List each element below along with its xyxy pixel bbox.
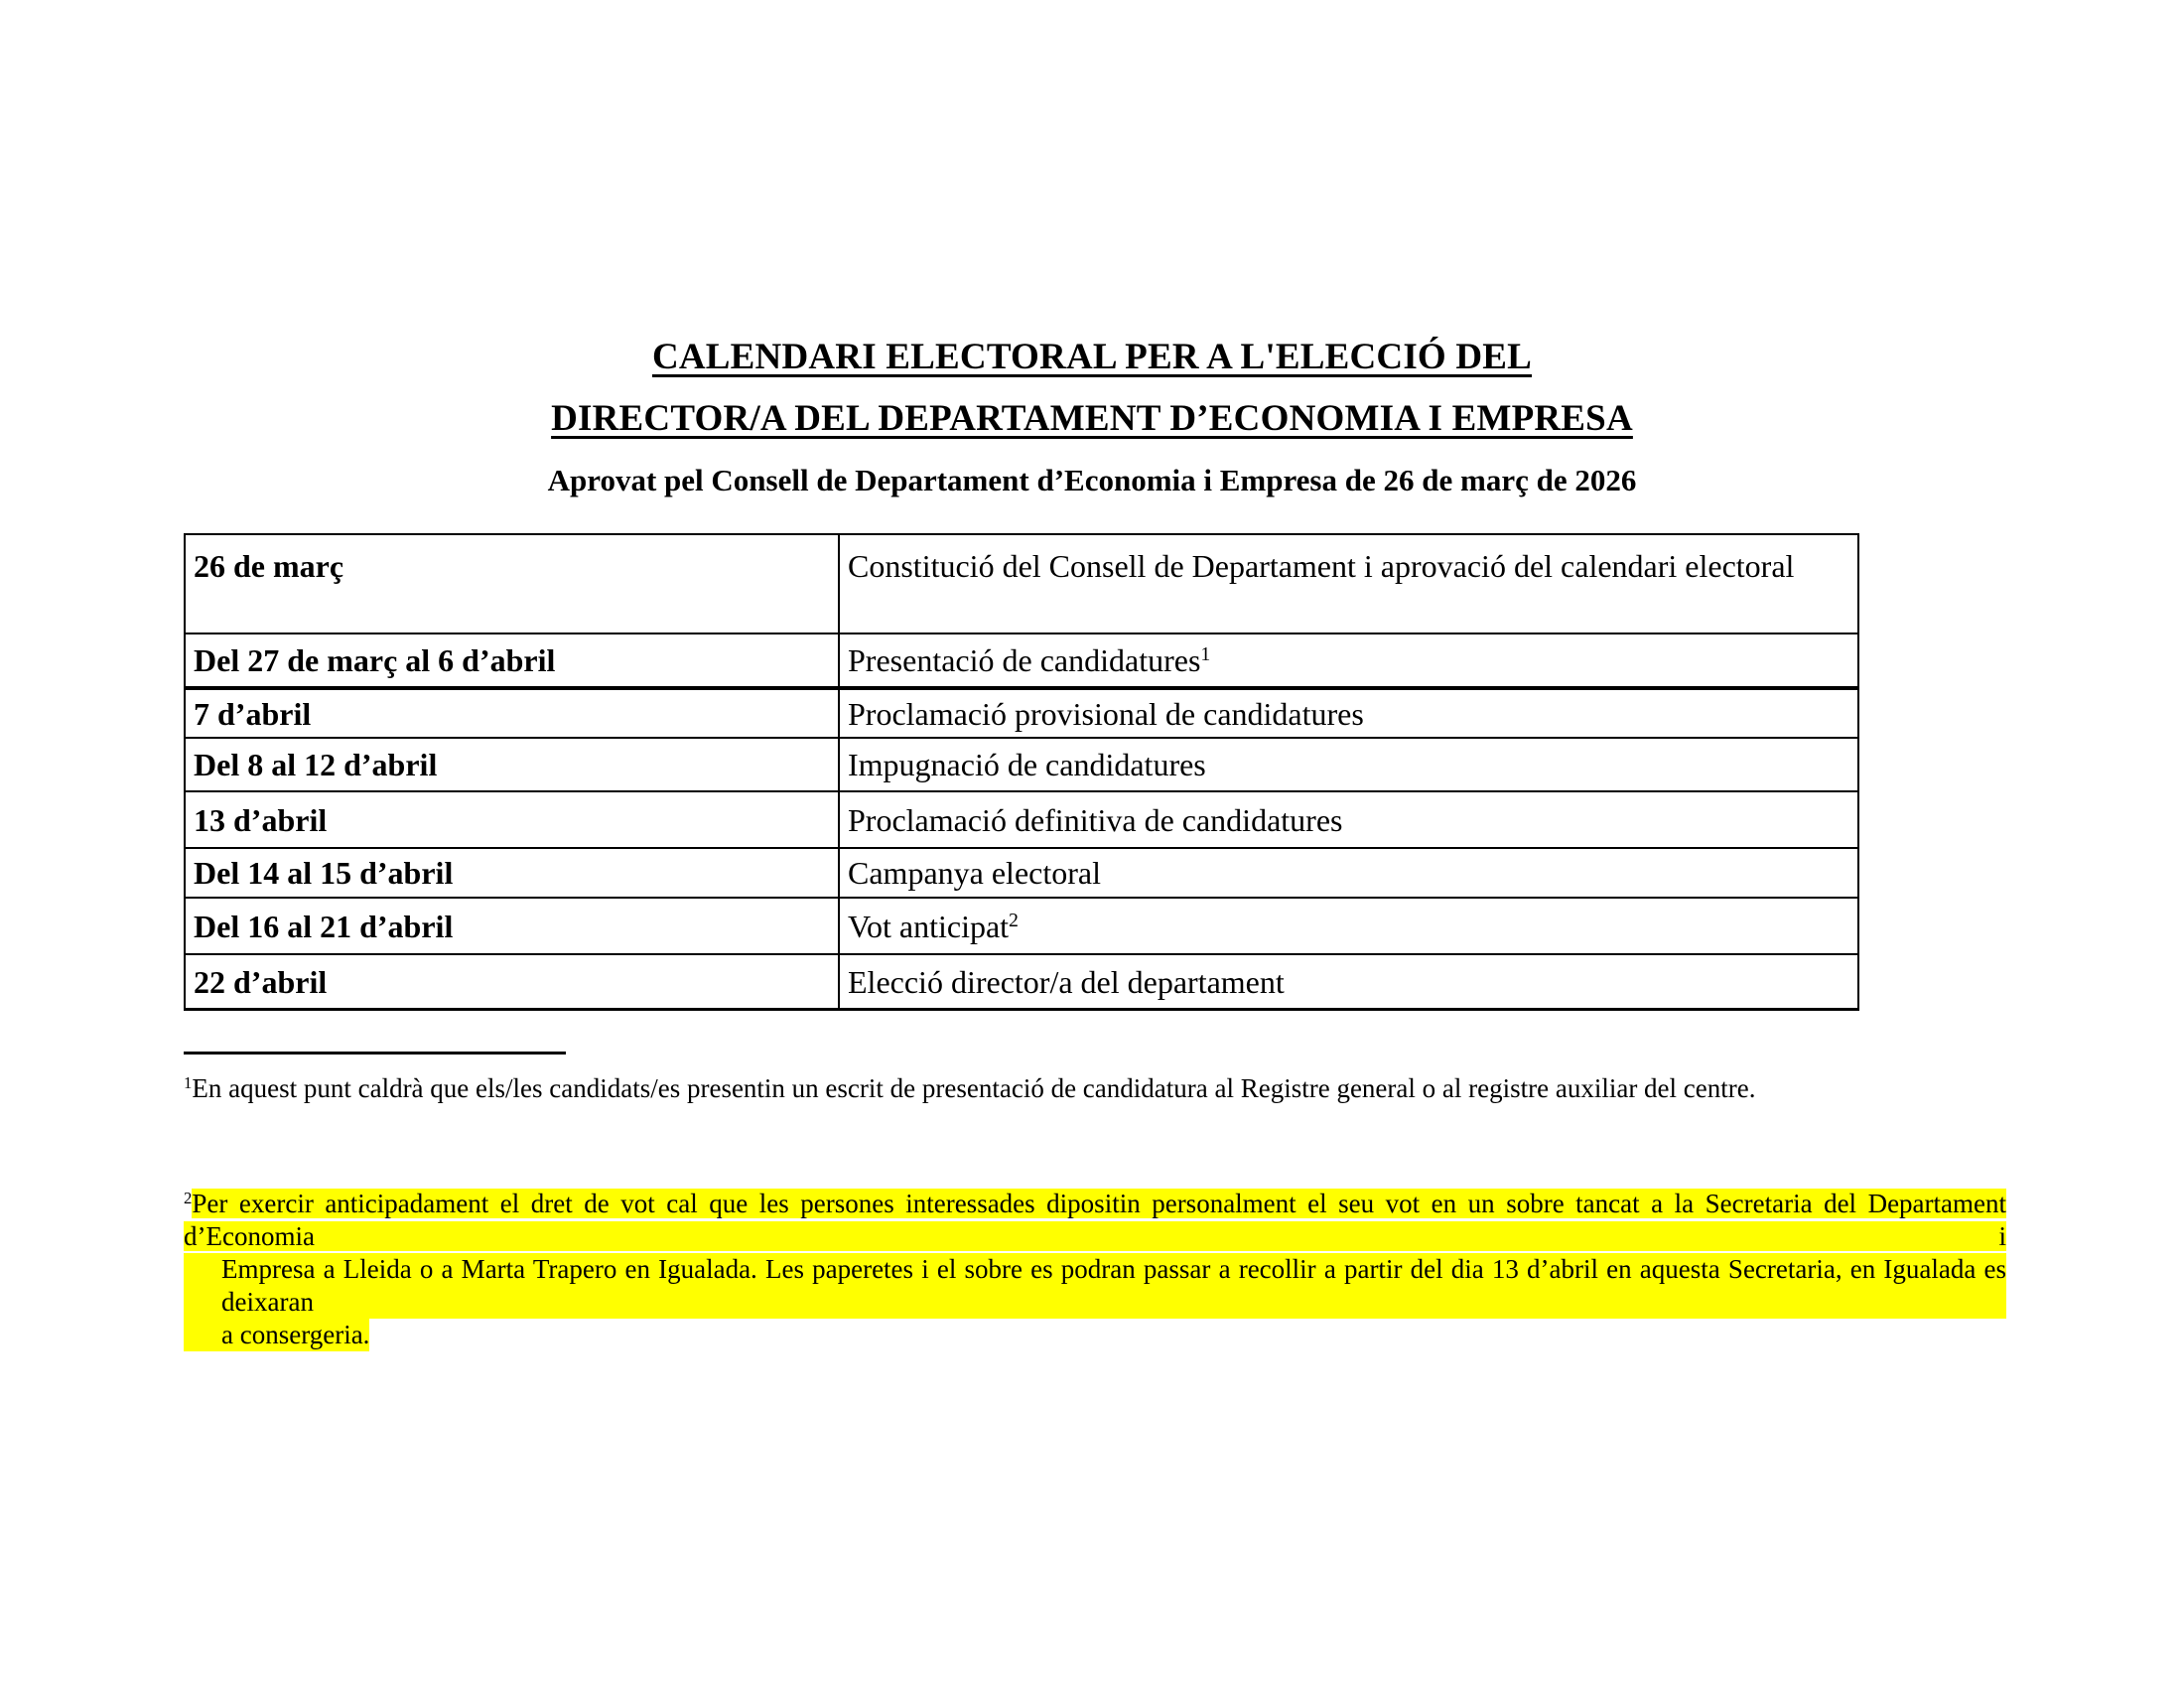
event-cell xyxy=(839,688,1858,738)
date-cell xyxy=(185,954,839,1010)
table-row xyxy=(185,954,1858,1010)
table-row xyxy=(185,898,1858,954)
event-text: Proclamació definitiva de candidatures xyxy=(848,801,1343,838)
event-cell xyxy=(839,898,1858,954)
footnote-2-reference: 2 xyxy=(1009,909,1019,931)
date-text: Del 8 al 12 d’abril xyxy=(194,747,438,782)
footnote-1-reference: 1 xyxy=(1200,643,1211,666)
event-text: Proclamació provisional de candidatures xyxy=(848,695,1364,732)
date-cell xyxy=(185,848,839,898)
date-text: Del 27 de març al 6 d’abril xyxy=(194,642,556,678)
table-row xyxy=(185,791,1858,848)
date-cell xyxy=(185,534,839,633)
event-text: Campanya electoral xyxy=(848,855,1101,891)
event-text: Presentació de candidatures xyxy=(848,642,1201,678)
date-text: 26 de març xyxy=(194,548,344,584)
page-title-line1: CALENDARI ELECTORAL PER A L'ELECCIÓ DEL xyxy=(651,337,1533,377)
event-text: Elecció director/a del departament xyxy=(848,963,1285,1000)
event-cell xyxy=(839,791,1858,848)
event-cell xyxy=(839,848,1858,898)
date-text: 13 d’abril xyxy=(194,801,328,838)
event-text: Vot anticipat xyxy=(848,908,1010,944)
table-row xyxy=(185,738,1858,791)
footnote-1 xyxy=(184,1072,2070,1105)
table-row xyxy=(185,688,1858,738)
approval-subtitle: Aprovat pel Consell de Departament d’Economia i Empresa de 26 de març de 2026 xyxy=(547,463,1637,497)
event-cell xyxy=(839,954,1858,1010)
page-title-line2: DIRECTOR/A DEL DEPARTAMENT D’ECONOMIA I EMPRESA xyxy=(551,398,1633,439)
footnote-separator-rule xyxy=(184,1052,566,1055)
footnote-2-line: a consergeria. xyxy=(184,1319,369,1351)
event-cell xyxy=(839,633,1858,688)
date-cell xyxy=(185,688,839,738)
footnote-1-marker: 1 xyxy=(184,1072,193,1092)
electoral-calendar-table xyxy=(184,533,1859,1011)
event-cell xyxy=(839,738,1858,791)
footnote-2-marker: 2 xyxy=(184,1188,193,1207)
table-row xyxy=(185,848,1858,898)
date-text: 22 d’abril xyxy=(194,963,328,1000)
date-text: 7 d’abril xyxy=(194,695,312,732)
footnote-1-text: En aquest punt caldrà que els/les candidats/es presentin un escrit de presentació de candidatura al Registre general o al registre auxiliar del centre. xyxy=(192,1073,1756,1103)
event-text: Impugnació de candidatures xyxy=(848,747,1206,782)
event-cell xyxy=(839,534,1858,633)
event-text: Constitució del Consell de Departament i aprovació del calendari electoral xyxy=(848,548,1795,584)
date-cell xyxy=(185,898,839,954)
highlighted-text: Per exercir anticipadament el dret de vot cal que les persones interessades dipositin personalment el seu vot en un sobre tancat a la Secretaria del Departament d’Economia i xyxy=(184,1189,2006,1251)
date-cell xyxy=(185,633,839,688)
footnote-2-line: Empresa a Lleida o a Marta Trapero en Igualada. Les paperetes i el sobre es podran passar a recollir a partir del dia 13 d’abril en aquesta Secretaria, en Igualada es deixaran xyxy=(184,1253,2006,1319)
date-cell xyxy=(185,791,839,848)
footnote-2 xyxy=(184,1188,2006,1351)
table-row xyxy=(185,633,1858,688)
table-row xyxy=(185,534,1858,633)
date-cell xyxy=(185,738,839,791)
footnote-2-line xyxy=(184,1188,2006,1253)
date-text: Del 16 al 21 d’abril xyxy=(194,908,454,944)
date-text: Del 14 al 15 d’abril xyxy=(194,855,454,891)
